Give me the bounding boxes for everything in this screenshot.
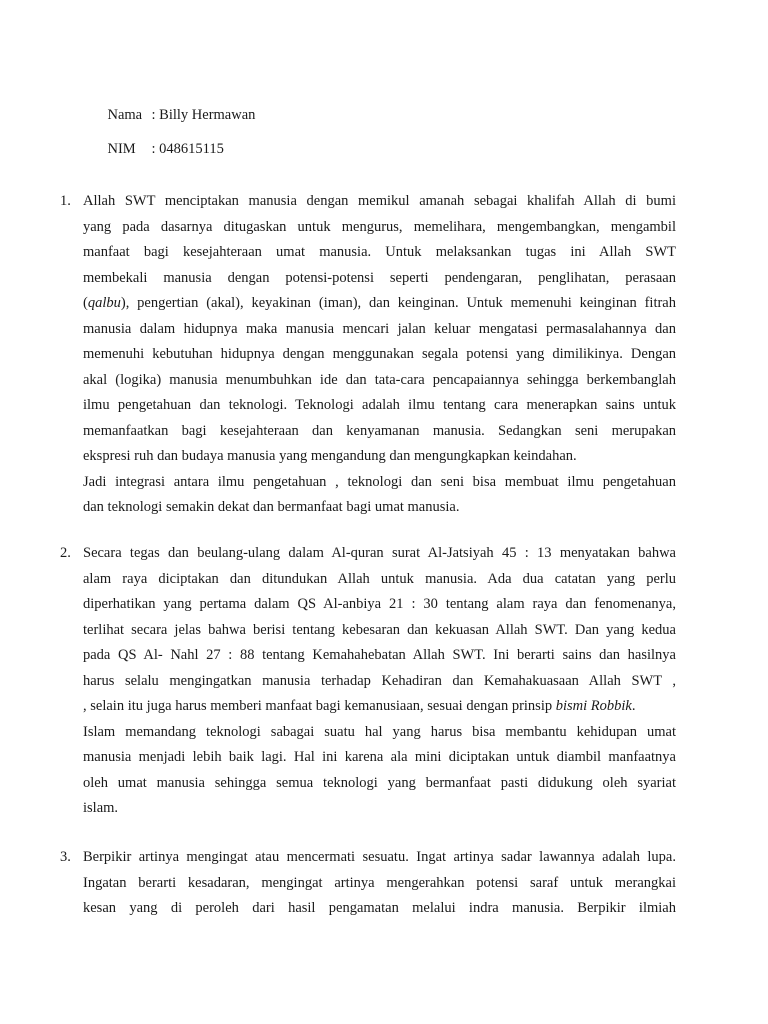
text-line: diperhatikan yang pertama dalam QS Al-anbiya 21 : 30 tentang alam raya dan fenomenanya, [83, 596, 676, 612]
paragraph [83, 189, 676, 521]
text-line: memenuhi kebutuhan hidupnya dengan menggunakan segala potensi yang dimilikinya. Dengan [83, 346, 676, 362]
text-line: islam. [83, 800, 119, 816]
text-line: harus selalu mengingatkan manusia terhadap Kehadiran dan Kemahakuasaan Allah SWT , [83, 672, 676, 689]
text-line: oleh umat manusia sehingga semua teknologi yang bermanfaat pasti didukung oleh syariat [83, 774, 676, 791]
text-line: ekspresi ruh dan budaya manusia yang mengandung dan mengungkapkan keindahan. [83, 448, 577, 464]
nim-label: NIM [107, 141, 136, 157]
text-line: (qalbu), pengertian (akal), keyakinan (iman), dan keinginan. Untuk memenuhi keinginan fitrah [83, 295, 676, 311]
text-line: ilmu pengetahuan dan teknologi. Teknologi adalah ilmu tentang cara menerapkan sains untuk [83, 397, 676, 413]
text-line: akal (logika) manusia menumbuhkan ide dan tata-cara pencapaiannya sehingga berkembanglah [83, 371, 676, 388]
italic-term: bismi Robbik [555, 698, 632, 714]
text-line: Islam memandang teknologi sabagai suatu hal yang harus bisa membantu kehidupan umat [83, 723, 676, 740]
text-line: Allah SWT menciptakan manusia dengan memikul amanah sebagai khalifah Allah di bumi [83, 193, 676, 209]
text-line: Ingatan berarti kesadaran, mengingat artinya mengerahkan potensi saraf untuk merangkai [83, 874, 676, 891]
text-line: alam raya diciptakan dan ditundukan Allah untuk manusia. Ada dua catatan yang perlu [83, 570, 676, 587]
list-number: 3. [60, 849, 71, 865]
text-line: manfaat bagi kesejahteraan umat manusia. Untuk melaksankan tugas ini Allah SWT [83, 244, 676, 260]
italic-term: qalbu [87, 295, 121, 311]
text-line: yang pada dasarnya ditugaskan untuk mengurus, memelihara, mengembangkan, mengambil [83, 218, 676, 235]
text-line: Secara tegas dan beulang-ulang dalam Al-quran surat Al-Jatsiyah 45 : 13 menyatakan bahwa [83, 545, 676, 561]
text-line: Berpikir artinya mengingat atau mencermati sesuatu. Ingat artinya sadar lawannya adalah lupa. [83, 849, 676, 865]
nim-row [93, 122, 224, 176]
text-line: dan teknologi semakin dekat dan bermanfaat bagi umat manusia. [83, 499, 460, 515]
text-line: manusia dalam hidupnya maka manusia mencari jalan keluar mengatasi permasalahannya dan [83, 320, 676, 337]
nim-value: : 048615115 [151, 141, 224, 157]
text-line: membekali manusia dengan potensi-potensi seperti pendengaran, penglihatan, perasaan [83, 269, 676, 286]
text-line: terlihat secara jelas bahwa berisi tentang kebesaran dan kekuasan Allah SWT. Dan yang kedua [83, 621, 676, 638]
text-line: , selain itu juga harus memberi manfaat bagi kemanusiaan, sesuai dengan prinsip bismi Robbik. [83, 698, 636, 714]
name-value: : Billy Hermawan [151, 107, 256, 123]
text-line: pada QS Al- Nahl 27 : 88 tentang Kemahahebatan Allah SWT. Ini berarti sains dan hasilnya [83, 647, 676, 663]
text-line: manusia menjadi lebih baik lagi. Hal ini karena ala mini diciptakan untuk diambil manfaatnya [83, 749, 676, 765]
text-line: kesan yang di peroleh dari hasil pengamatan melalui indra manusia. Berpikir ilmiah [83, 900, 676, 916]
list-number: 2. [60, 545, 71, 561]
name-label: Nama [107, 107, 143, 123]
text-line: Jadi integrasi antara ilmu pengetahuan , teknologi dan seni bisa membuat ilmu pengetahuan [83, 473, 676, 490]
paragraph [83, 845, 676, 922]
list-number: 1. [60, 193, 71, 209]
text-line: memanfaatkan bagi kesejahteraan dan kenyamanan manusia. Sedangkan seni merupakan [83, 422, 676, 439]
paragraph [83, 541, 676, 822]
